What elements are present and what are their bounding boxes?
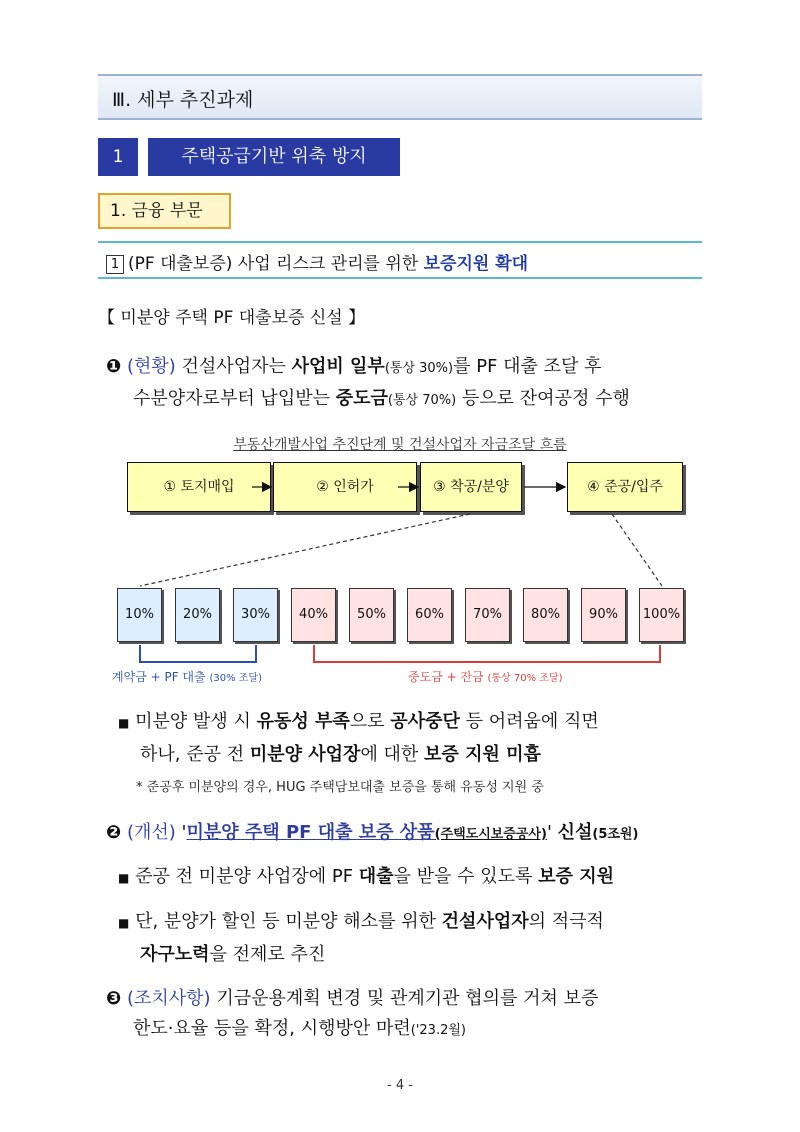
red-bracket [314,645,660,662]
marker-2: ❷ [106,822,122,843]
b1-line2-bold: 미분양 사업장 [249,744,361,765]
task-number: 1 [98,138,138,176]
para2-org: (주택도시보증공사) [434,827,547,842]
para1-line2: 수분양자로부터 납입받는 [133,388,336,409]
left-label: 계약금 + PF 대출 [112,670,206,684]
b3-text2: 의 적극적 [528,911,604,932]
dash-right [612,514,662,586]
para2-tail: 신설 [557,822,593,843]
para2-label: (개선) [126,822,176,843]
para2-quote-close: ' [546,822,558,843]
step-construction: ③ 착공/분양 [420,462,522,512]
para2-amount: (5조원) [592,827,639,842]
pct-box: 60% [407,588,452,642]
subsection-title: 1. 금융 부문 [98,193,231,229]
b1-bold2: 공사중단 [390,711,460,732]
para3-label: (조치사항) [126,988,211,1009]
para1-text2: 를 PF 대출 조달 후 [453,356,602,377]
para1-small: (통상 30%) [384,361,454,376]
bullet-self-rescue: ■ 단, 분양가 할인 등 미분양 해소를 위한 건설사업자의 적극적 자구노력을 전제로 추진 [118,911,604,965]
para1-text: 건설사업자는 [175,356,292,377]
pct-box: 70% [465,588,510,642]
pct-box: 10% [117,588,162,642]
task-title: 주택공급기반 위축 방지 [148,138,400,176]
b1-bold: 유동성 부족 [256,711,350,732]
b2-bold: 대출 [358,866,394,887]
b1-line2-text: 에 대한 [360,744,425,765]
dash-left [140,514,470,586]
b3-line2-text: 을 전제로 추진 [209,944,326,965]
para1-bold2: 중도금 [335,388,388,409]
marker-3: ❸ [106,988,122,1009]
pct-box: 80% [523,588,568,642]
b3-bold: 건설사업자 [441,911,529,932]
item-highlight: 보증지원 확대 [423,254,529,274]
footnote: * 준공후 미분양의 경우, HUG 주택담보대출 보증을 통해 유동성 지원 중 [136,780,544,795]
pct-box: 90% [581,588,626,642]
marker-1: ❶ [106,356,122,377]
b2-bold2: 보증 지원 [538,866,614,887]
right-label: 중도금 + 잔금 [408,670,484,684]
section-title: Ⅲ. 세부 추진과제 [112,89,254,111]
pct-box: 20% [175,588,220,642]
b1-text2: 으로 [349,711,391,732]
diagram-title: 부동산개발사업 추진단계 및 건설사업자 자금조달 흐름 [233,437,567,453]
blue-bracket [140,645,256,662]
para2-title: 미분양 주택 PF 대출 보증 상품 [186,822,435,843]
para-actions [106,984,706,1046]
b1-text3: 등 어려움에 직면 [459,711,599,732]
right-bracket-label [408,668,563,685]
b2-text: 준공 전 미분양 사업장에 PF [135,866,359,887]
b1-text: 미분양 발생 시 [135,711,257,732]
b2-text2: 을 받을 수 있도록 [393,866,539,887]
para1-text3: 등으로 잔여공정 수행 [456,388,630,409]
para1-label: (현황) [126,356,176,377]
left-note: (30% 조달) [209,673,262,684]
para3-line2: 한도·요율 등을 확정, 시행방안 마련 [133,1018,411,1039]
heading: 【 미분양 주택 PF 대출보증 신설 】 [98,308,366,328]
para1-small2: (통상 70%) [387,393,457,408]
b3-text: 단, 분양가 할인 등 미분양 해소를 위한 [135,911,442,932]
step-land: ① 토지매입 [127,462,271,512]
para-improvement [106,818,638,850]
left-bracket-label [112,668,262,685]
item-prefix: (PF 대출보증) 사업 리스크 관리를 위한 [128,254,424,274]
bullet-guarantee: ■ 준공 전 미분양 사업장에 PF 대출을 받을 수 있도록 보증 지원 [118,866,614,887]
pct-box: 100% [639,588,684,642]
b1-line2-bold2: 보증 지원 미흡 [424,744,541,765]
page-number: - 4 - [387,1078,413,1093]
bullet-liquidity: ■ 미분양 발생 시 유동성 부족으로 공사중단 등 어려움에 직면 하나, 준공 전 미분양 사업장에 대한 보증 지원 미흡 [118,711,599,765]
step-completion: ④ 준공/입주 [567,462,683,512]
right-note: (통상 70% 조달) [487,673,563,684]
para1-bold: 사업비 일부 [291,356,385,377]
pct-box: 50% [349,588,394,642]
b3-line2-bold: 자구노력 [140,944,210,965]
item-box-number: 1 [106,255,124,274]
para3-line1: 기금운용계획 변경 및 관계기관 협의를 거쳐 보증 [210,988,599,1009]
step-permit: ② 인허가 [273,462,417,512]
pct-box: 40% [291,588,336,642]
para3-date: ('23.2월) [410,1023,466,1038]
para2-quote-open: ' [175,822,187,843]
pct-box: 30% [233,588,278,642]
b1-line2: 하나, 준공 전 [140,744,250,765]
